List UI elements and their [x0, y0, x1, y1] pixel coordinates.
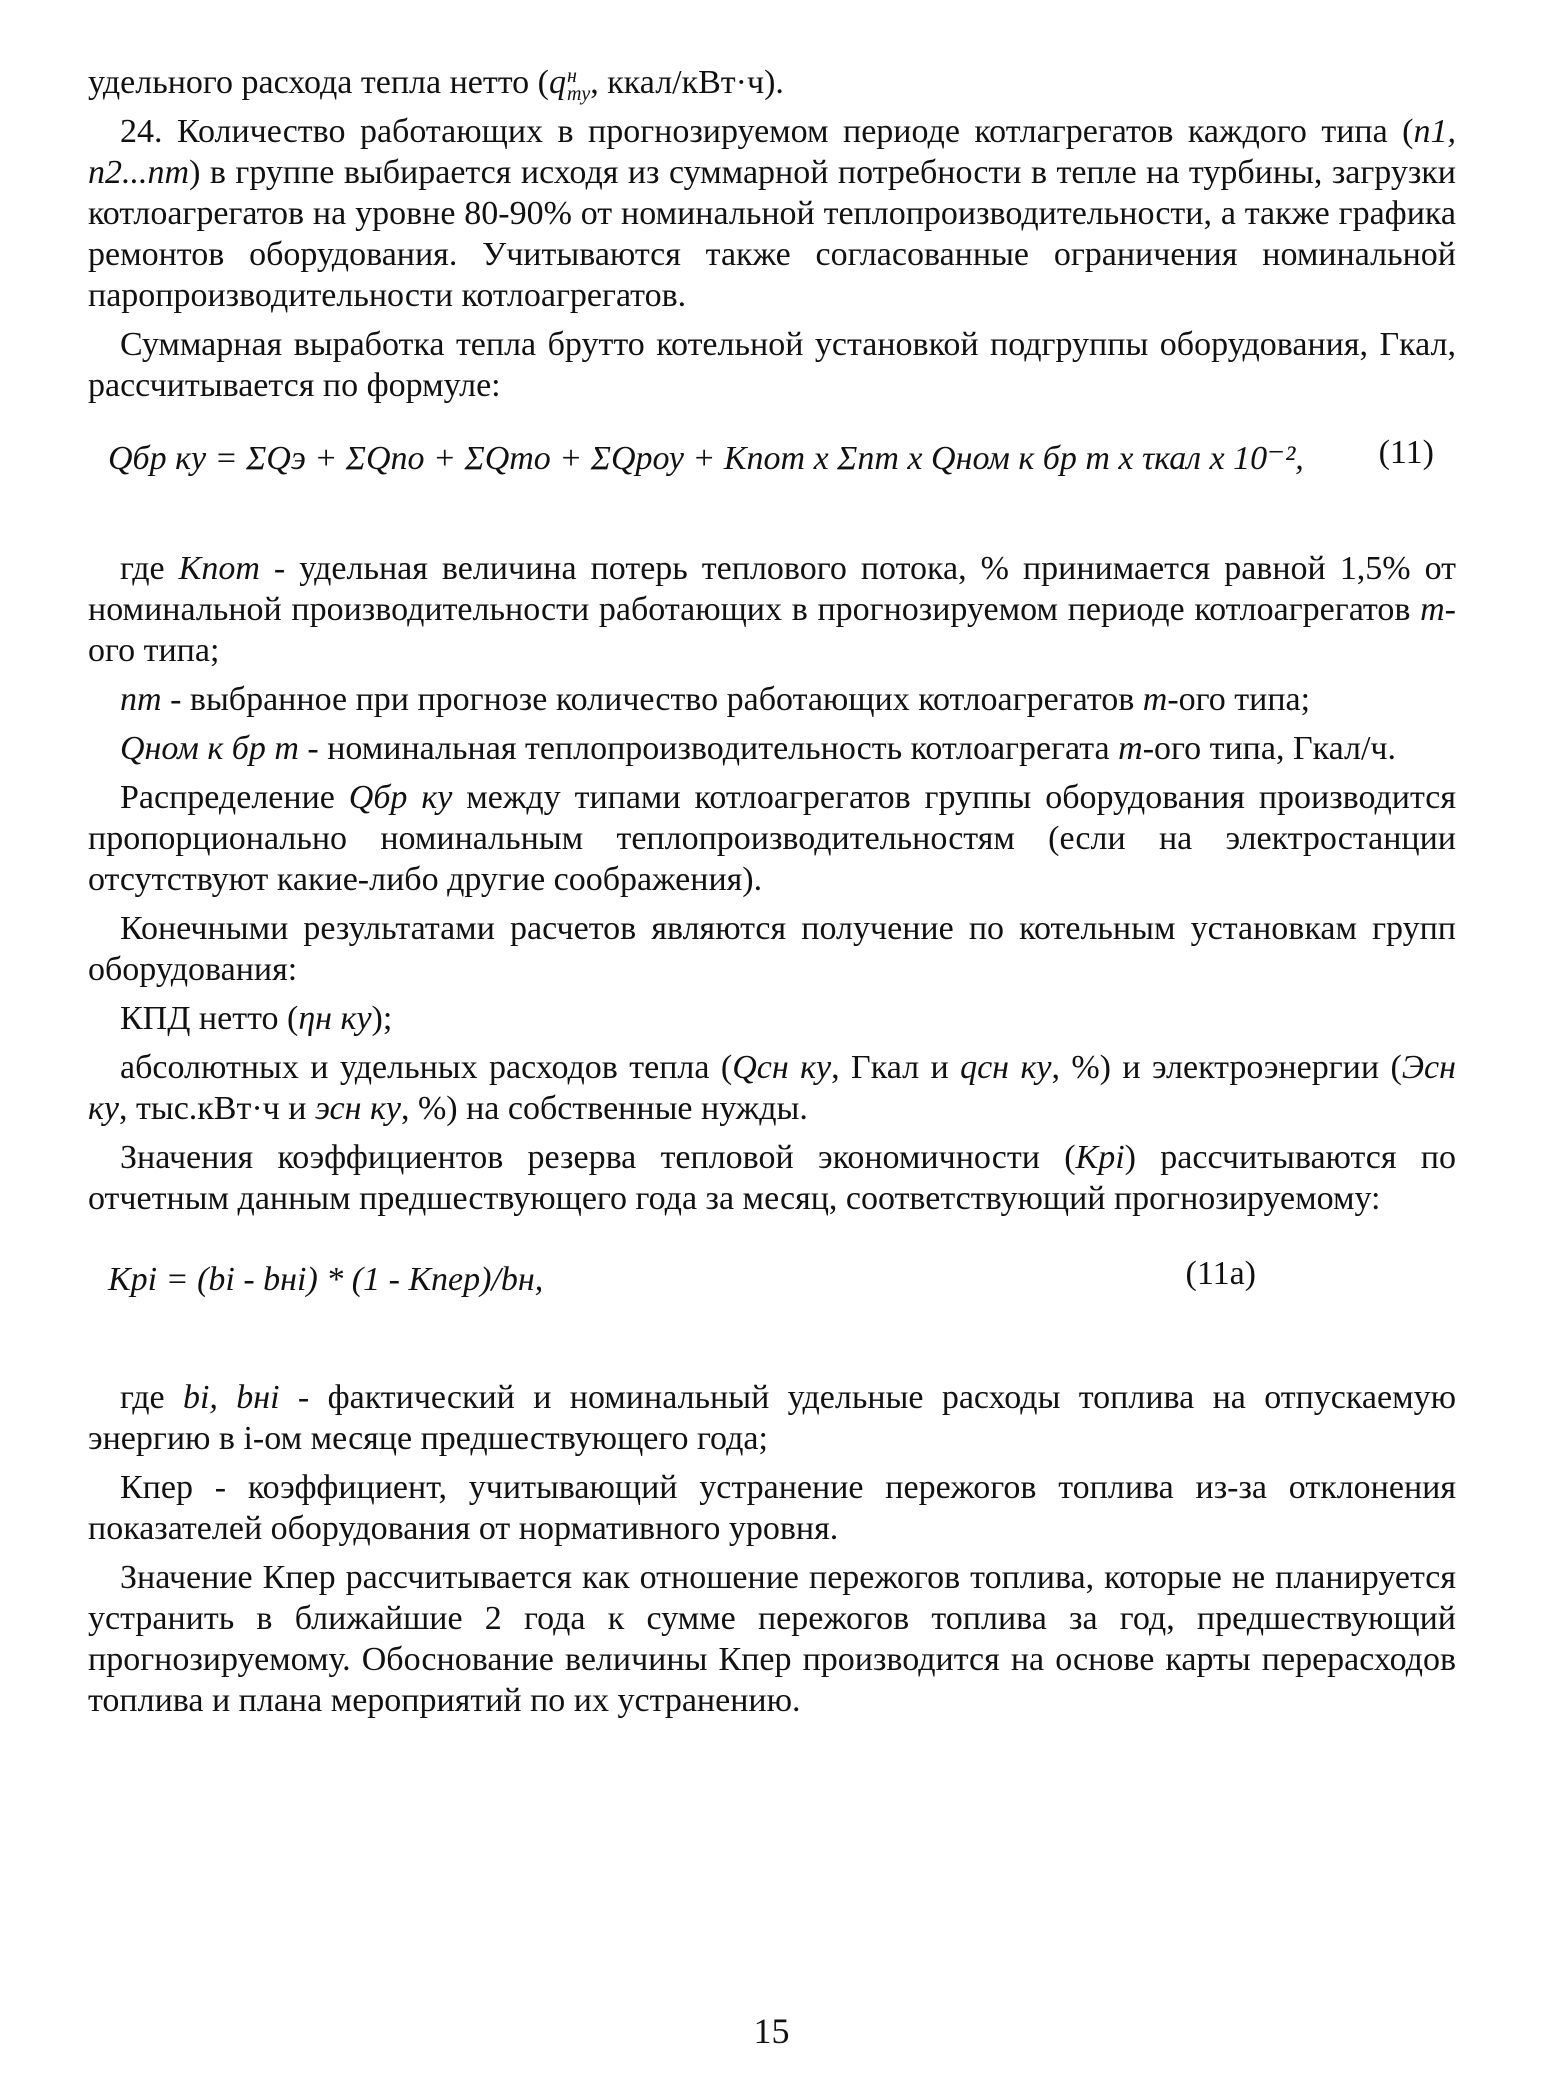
text-span: где: [120, 550, 179, 588]
text-span: , Гкал и: [831, 1049, 961, 1087]
var-m: m: [1420, 591, 1445, 629]
var-esn-specific: эсн ку: [314, 1090, 401, 1128]
paragraph-kper-value: [88, 1557, 1456, 1721]
text-span: производится на основе карты перерасходов топлива и плана мероприятий по их устранению.: [88, 1641, 1456, 1720]
paragraph-total-output: [88, 324, 1456, 406]
paragraph-nm: [88, 679, 1456, 720]
paragraph-24: [88, 111, 1456, 316]
paragraph-distribution: [88, 777, 1456, 900]
formula-11-number: (11): [1378, 434, 1434, 472]
formula-11: [88, 432, 1456, 512]
formula-11a-number: (11а): [1185, 1255, 1256, 1293]
text-span: -ого типа, Гкал/ч.: [1142, 730, 1397, 768]
paragraph-bi: [88, 1377, 1456, 1459]
text-span: удельного расхода тепла нетто (: [88, 64, 549, 101]
text-span: - фактический и номинальный удельные расходы топлива на отпускаемую энергию в i-ом месяце предшествующего года;: [88, 1379, 1456, 1458]
text-span: - коэффициент, учитывающий устранение пережогов топлива из-за отклонения показателей оборудования от нормативного уровня.: [88, 1469, 1456, 1548]
var-bi: bi, bнi: [182, 1379, 280, 1417]
var-q: [548, 64, 591, 106]
paragraph-kpot: [88, 548, 1456, 671]
var-m: m: [1142, 681, 1168, 719]
text-span: , %) и электроэнергии (: [1051, 1049, 1402, 1087]
text-span: Конечными результатами расчетов являются получение по котельным установкам групп оборудования:: [88, 910, 1456, 989]
text-span: 24. Количество работающих в прогнозируемом периоде котлагрегатов каждого типа (: [120, 113, 1414, 151]
var-qnom: Qном к бр m: [120, 730, 299, 768]
paragraph-kper: [88, 1467, 1456, 1549]
var-sup: н: [566, 65, 577, 88]
var-nm: nm: [120, 681, 162, 719]
text-span: Суммарная выработка тепла брутто котельной установкой подгруппы оборудования, Гкал, рассчитывается по формуле:: [88, 326, 1456, 405]
var-n-list: n1, n2...nm: [88, 113, 1456, 192]
var-kper: Кпер: [120, 1469, 193, 1507]
var-kpot: Kпот: [178, 550, 260, 588]
var-m: m: [1118, 730, 1143, 768]
var-text: q: [548, 64, 566, 101]
text-span: -ого типа;: [1167, 681, 1311, 719]
text-span: , тыс.кВт·ч и: [119, 1090, 315, 1128]
paragraph-heat-rate: [88, 62, 1456, 106]
formula-11a-expression: Kрi = (bi - bнi) * (1 - Кпер)/bн,: [108, 1261, 544, 1299]
text-span: - номинальная теплопроизводительность котлоагрегата: [298, 730, 1119, 768]
paragraph-qnom: [88, 728, 1456, 769]
text-span: где: [120, 1379, 183, 1417]
text-span: );: [371, 1000, 393, 1038]
var-kri: Kрi: [1075, 1139, 1125, 1177]
text-span: -ого типа;: [88, 591, 1456, 670]
var-kper: Кпер: [262, 1559, 336, 1597]
text-span: абсолютных и удельных расходов тепла (: [120, 1049, 733, 1087]
formula-11a: [88, 1253, 1456, 1323]
var-qbr: Qбр ку: [348, 779, 453, 817]
paragraph-own-needs: [88, 1047, 1456, 1129]
text-span: КПД нетто (: [120, 1000, 299, 1038]
paragraph-kpd: [88, 998, 1456, 1039]
text-span: Значение: [120, 1559, 263, 1597]
formula-11-expression: Qбр ку = ΣQэ + ΣQпо + ΣQто + ΣQроу + Kпот x Σnm x Qном к бр m x τкал x 10⁻²,: [108, 440, 1304, 478]
text-span: ) рассчитываются по отчетным данным предшествующего года за месяц, соответствующий прогнозируемому:: [88, 1139, 1456, 1218]
paragraph-reserve-coefficients: [88, 1137, 1456, 1219]
text-span: между типами котлоагрегатов группы оборудования производится пропорционально номинальным теплопроизводительностям (если на электростанции отсутствуют какие-либо другие соображения).: [88, 779, 1456, 899]
text-span: , ккал/кВт·ч).: [590, 64, 784, 101]
var-eta: ηн ку: [298, 1000, 372, 1038]
page-number: 15: [753, 2011, 790, 2051]
document-page: [88, 62, 1456, 1729]
text-span: - удельная величина потерь теплового потока, % принимается равной 1,5% от номинальной производительности работающих в прогнозируемом периоде котлоагрегатов: [88, 550, 1456, 629]
text-span: - выбранное при прогнозе количество работающих котлоагрегатов: [161, 681, 1143, 719]
var-qsn-specific: qсн ку: [960, 1049, 1052, 1087]
text-span: рассчитывается как отношение пережогов топлива, которые не планируется устранить в ближайшие 2 года к сумме пережогов топлива за год, предшествующий прогнозируемому. Обоснование величины: [88, 1559, 1456, 1679]
paragraph-results: [88, 908, 1456, 990]
var-kper: Кпер: [718, 1641, 792, 1679]
var-esn: Эсн ку: [88, 1049, 1457, 1128]
var-qsn: Qсн ку: [732, 1049, 832, 1087]
var-sub: my: [566, 83, 591, 106]
text-span: Распределение: [120, 779, 349, 817]
text-span: ) в группе выбирается исходя из суммарной потребности в тепле на турбины, загрузки котлоагрегатов на уровне 80-90% от номинальной теплопроизводительности, а также графика ремонтов оборудования. Учитываются также согласованные ограничения номинальной паропроизводительности котлоагрегатов.: [88, 154, 1456, 315]
text-span: Значения коэффициентов резерва тепловой экономичности (: [120, 1139, 1076, 1177]
text-span: , %) на собственные нужды.: [400, 1090, 808, 1128]
